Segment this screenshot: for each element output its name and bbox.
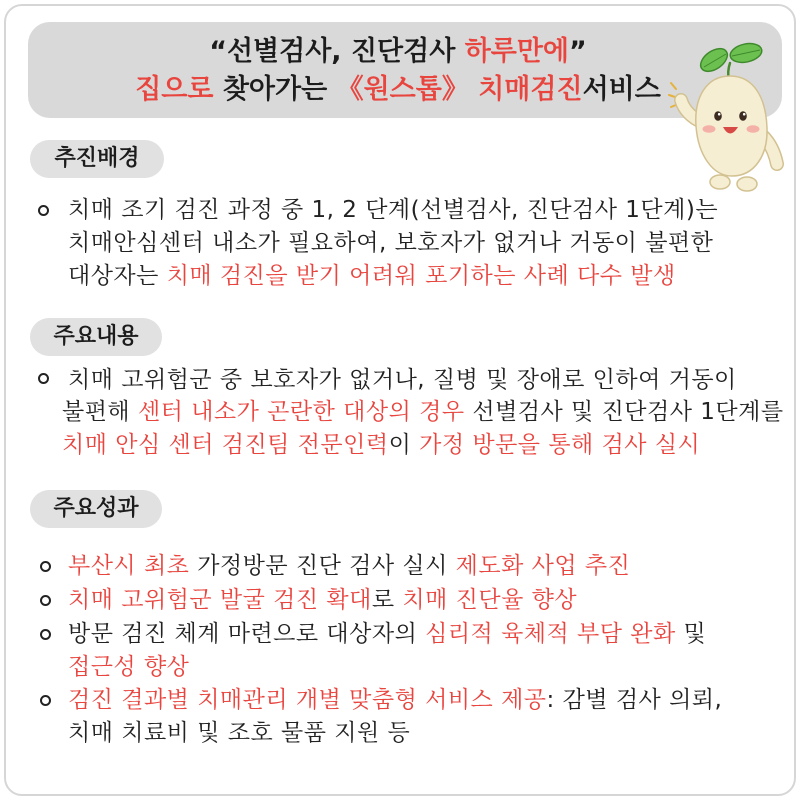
plain-text-segment: 이 (388, 432, 420, 458)
result-item-4-line-1 (68, 685, 722, 715)
plain-text-segment: “선별검사, 진단검사 (209, 36, 465, 67)
highlighted-text-segment: 제도화 사업 추진 (455, 553, 631, 579)
title-line-1 (28, 35, 768, 69)
result-item-3-line-2 (68, 652, 189, 682)
background-text-line-2 (68, 228, 713, 258)
result-item-2 (68, 585, 577, 615)
result-item-1 (68, 551, 630, 581)
highlighted-text-segment: 센터 내소가 곤란한 대상의 경우 (137, 399, 465, 425)
highlighted-text-segment: 치매 검진을 받기 어려워 포기하는 사례 다수 발생 (166, 263, 676, 289)
bullet-circle-icon (40, 629, 51, 640)
highlighted-text-segment: 치매 진단율 향상 (402, 587, 578, 613)
highlighted-text-segment: 치매 고위험군 발굴 검진 확대 (68, 587, 372, 613)
highlighted-text-segment: 가정 방문을 통해 검사 실시 (419, 432, 701, 458)
plain-text-segment: 치매 고위험군 중 보호자가 없거나, 질병 및 장애로 인하여 거동이 (68, 367, 737, 393)
plain-text-segment: 로 (371, 587, 403, 613)
content-text-line-1 (68, 365, 737, 395)
background-text-line-3 (68, 261, 676, 291)
highlighted-text-segment: 접근성 향상 (68, 654, 190, 680)
plain-text-segment: ” (569, 36, 587, 67)
result-item-3-line-1 (68, 619, 706, 649)
background-text-line-1 (68, 195, 718, 225)
plain-text-segment: 대상자는 (68, 263, 167, 289)
highlighted-text-segment: 심리적 육체적 부담 완화 (425, 621, 676, 647)
plain-text-segment: 및 (675, 621, 707, 647)
section-label-background: 추진배경 (30, 140, 164, 178)
highlighted-text-segment: 검진 결과별 치매관리 개별 맞춤형 서비스 제공 (68, 687, 547, 713)
plain-text-segment: 선별검사 및 진단검사 1단계를 (464, 399, 784, 425)
bullet-circle-icon (40, 595, 51, 606)
sprout-mascot-icon (668, 36, 794, 198)
plain-text-segment: 서비스 (582, 74, 661, 105)
highlighted-text-segment: 《원스톱》 치매검진 (336, 74, 583, 105)
content-text-line-2 (62, 397, 784, 427)
plain-text-segment: 찾아가는 (213, 74, 337, 105)
plain-text-segment: 치매 조기 검진 과정 중 1, 2 단계(선별검사, 진단검사 1단계)는 (68, 197, 719, 223)
highlighted-text-segment: 치매 안심 센터 검진팀 전문인력 (62, 432, 389, 458)
plain-text-segment: : 감별 검사 의뢰, (546, 687, 723, 713)
bullet-circle-icon (40, 695, 51, 706)
plain-text-segment: 치매안심센터 내소가 필요하여, 보호자가 없거나 거동이 불편한 (68, 230, 714, 256)
bullet-circle-icon (40, 561, 51, 572)
title-line-2 (28, 73, 768, 107)
section-label-main-content: 주요내용 (30, 318, 162, 356)
bullet-circle-icon (38, 205, 49, 216)
content-text-line-3 (62, 430, 700, 460)
plain-text-segment: 방문 검진 체계 마련으로 대상자의 (68, 621, 426, 647)
section-label-results: 주요성과 (30, 490, 162, 528)
plain-text-segment: 불편해 (62, 399, 138, 425)
plain-text-segment: 치매 치료비 및 조호 물품 지원 등 (68, 720, 411, 746)
result-item-4-line-2 (68, 718, 410, 748)
bullet-circle-icon (38, 373, 49, 384)
highlighted-text-segment: 하루만에 (464, 36, 570, 67)
plain-text-segment: 가정방문 진단 검사 실시 (189, 553, 456, 579)
highlighted-text-segment: 집으로 (135, 74, 214, 105)
highlighted-text-segment: 부산시 최초 (68, 553, 190, 579)
